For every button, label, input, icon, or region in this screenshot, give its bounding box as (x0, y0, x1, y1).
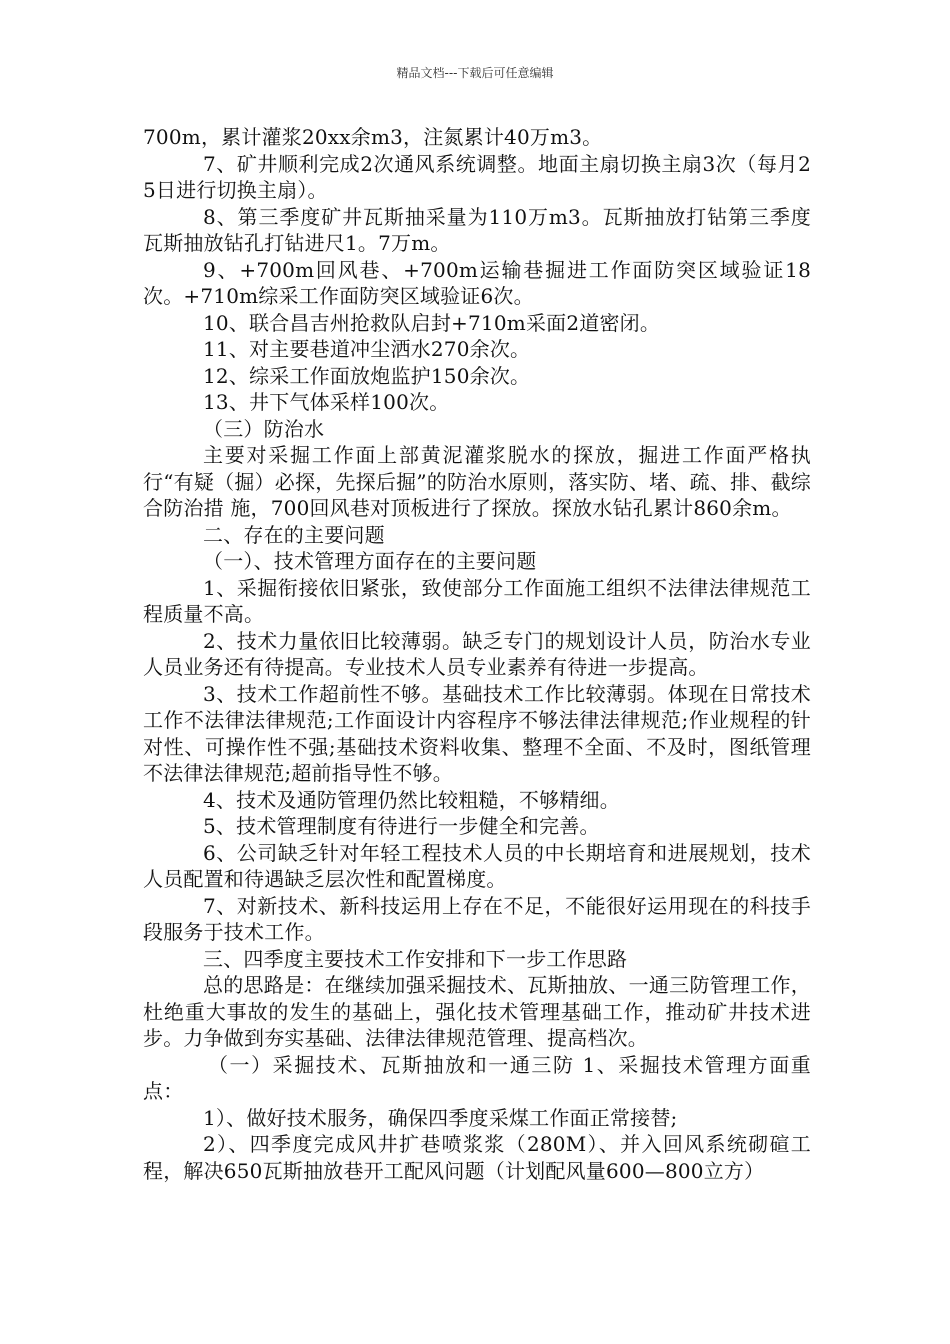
paragraph-7: 13、井下气体采样100次。 (203, 390, 450, 414)
paragraph-1: 7、矿井顺利完成2次通风系统调整。地面主扇切换主扇3次（每月25日进行切换主扇）。 (143, 151, 811, 202)
paragraph-0: 700m，累计灌浆20xx余m3，注氮累计40万m3。 (143, 125, 603, 149)
paragraph-12: 1、采掘衔接依旧紧张，致使部分工作面施工组织不法律法律规范工程质量不高。 (143, 575, 811, 626)
section-heading-main-problems: 二、存在的主要问题 (203, 522, 385, 547)
document-body (143, 124, 811, 1184)
section-heading-q4-plan: 三、四季度主要技术工作安排和下一步工作思路 (203, 946, 628, 971)
paragraph-4: 10、联合昌吉州抢救队启封+710m采面2道密闭。 (203, 310, 661, 335)
paragraph-18: 7、对新技术、新科技运用上存在不足，不能很好运用现在的科技手段服务于技术工作。 (143, 893, 811, 944)
paragraph-21: （一）采掘技术、瓦斯抽放和一通三防 1、采掘技术管理方面重点： (143, 1052, 811, 1103)
paragraph-5: 11、对主要巷道冲尘洒水270余次。 (203, 337, 531, 361)
paragraph-17: 6、公司缺乏针对年轻工程技术人员的中长期培育和进展规划，技术人员配置和待遇缺乏层次性和配置梯度。 (143, 840, 811, 891)
paragraph-9: 主要对采掘工作面上部黄泥灌浆脱水的探放，掘进工作面严格执行“有疑（掘）必探，先探后掘”的防治水原则，落实防、堵、疏、排、截综合防治措 施，700回风巷对顶板进行了探放。探放水钻孔累计860余m。 (143, 443, 811, 520)
subsection-heading-technical-management: （一）、技术管理方面存在的主要问题 (203, 549, 537, 573)
paragraph-15: 4、技术及通防管理仍然比较粗糙，不够精细。 (203, 787, 620, 812)
paragraph-23: 2）、四季度完成风井扩巷喷浆浆（280M）、并入回风系统砌碹工程，解决650瓦斯抽放巷开工配风问题（计划配风量600—800立方） (143, 1132, 811, 1183)
paragraph-20: 总的思路是：在继续加强采掘技术、瓦斯抽放、一通三防管理工作，杜绝重大事故的发生的基础上，强化技术管理基础工作，推动矿井技术进步。力争做到夯实基础、法律法律规范管理、提高档次。 (143, 973, 811, 1050)
paragraph-2: 8、第三季度矿井瓦斯抽采量为110万m3。瓦斯抽放打钻第三季度瓦斯抽放钻孔打钻进尺1。7万m。 (143, 204, 811, 255)
paragraph-14: 3、技术工作超前性不够。基础技术工作比较薄弱。体现在日常技术工作不法律法律规范;工作面设计内容程序不够法律法律规范;作业规程的针对性、可操作性不强;基础技术资料收集、整理不全面、不及时，图纸管理不法律法律规范;超前指导性不够。 (143, 681, 811, 785)
paragraph-3: 9、+700m回风巷、+700m运输巷掘进工作面防突区域验证18次。+710m综采工作面防突区域验证6次。 (143, 257, 811, 308)
paragraph-13: 2、技术力量依旧比较薄弱。缺乏专门的规划设计人员，防治水专业人员业务还有待提高。专业技术人员专业素养有待进一步提高。 (143, 628, 811, 679)
paragraph-22: 1）、做好技术服务，确保四季度采煤工作面正常接替; (203, 1105, 678, 1130)
section-heading-water-control: （三）防治水 (203, 416, 325, 441)
paragraph-16: 5、技术管理制度有待进行一步健全和完善。 (203, 814, 600, 838)
page-header: 精品文档---下载后可任意编辑 (396, 66, 554, 80)
paragraph-6: 12、综采工作面放炮监护150余次。 (203, 363, 531, 388)
